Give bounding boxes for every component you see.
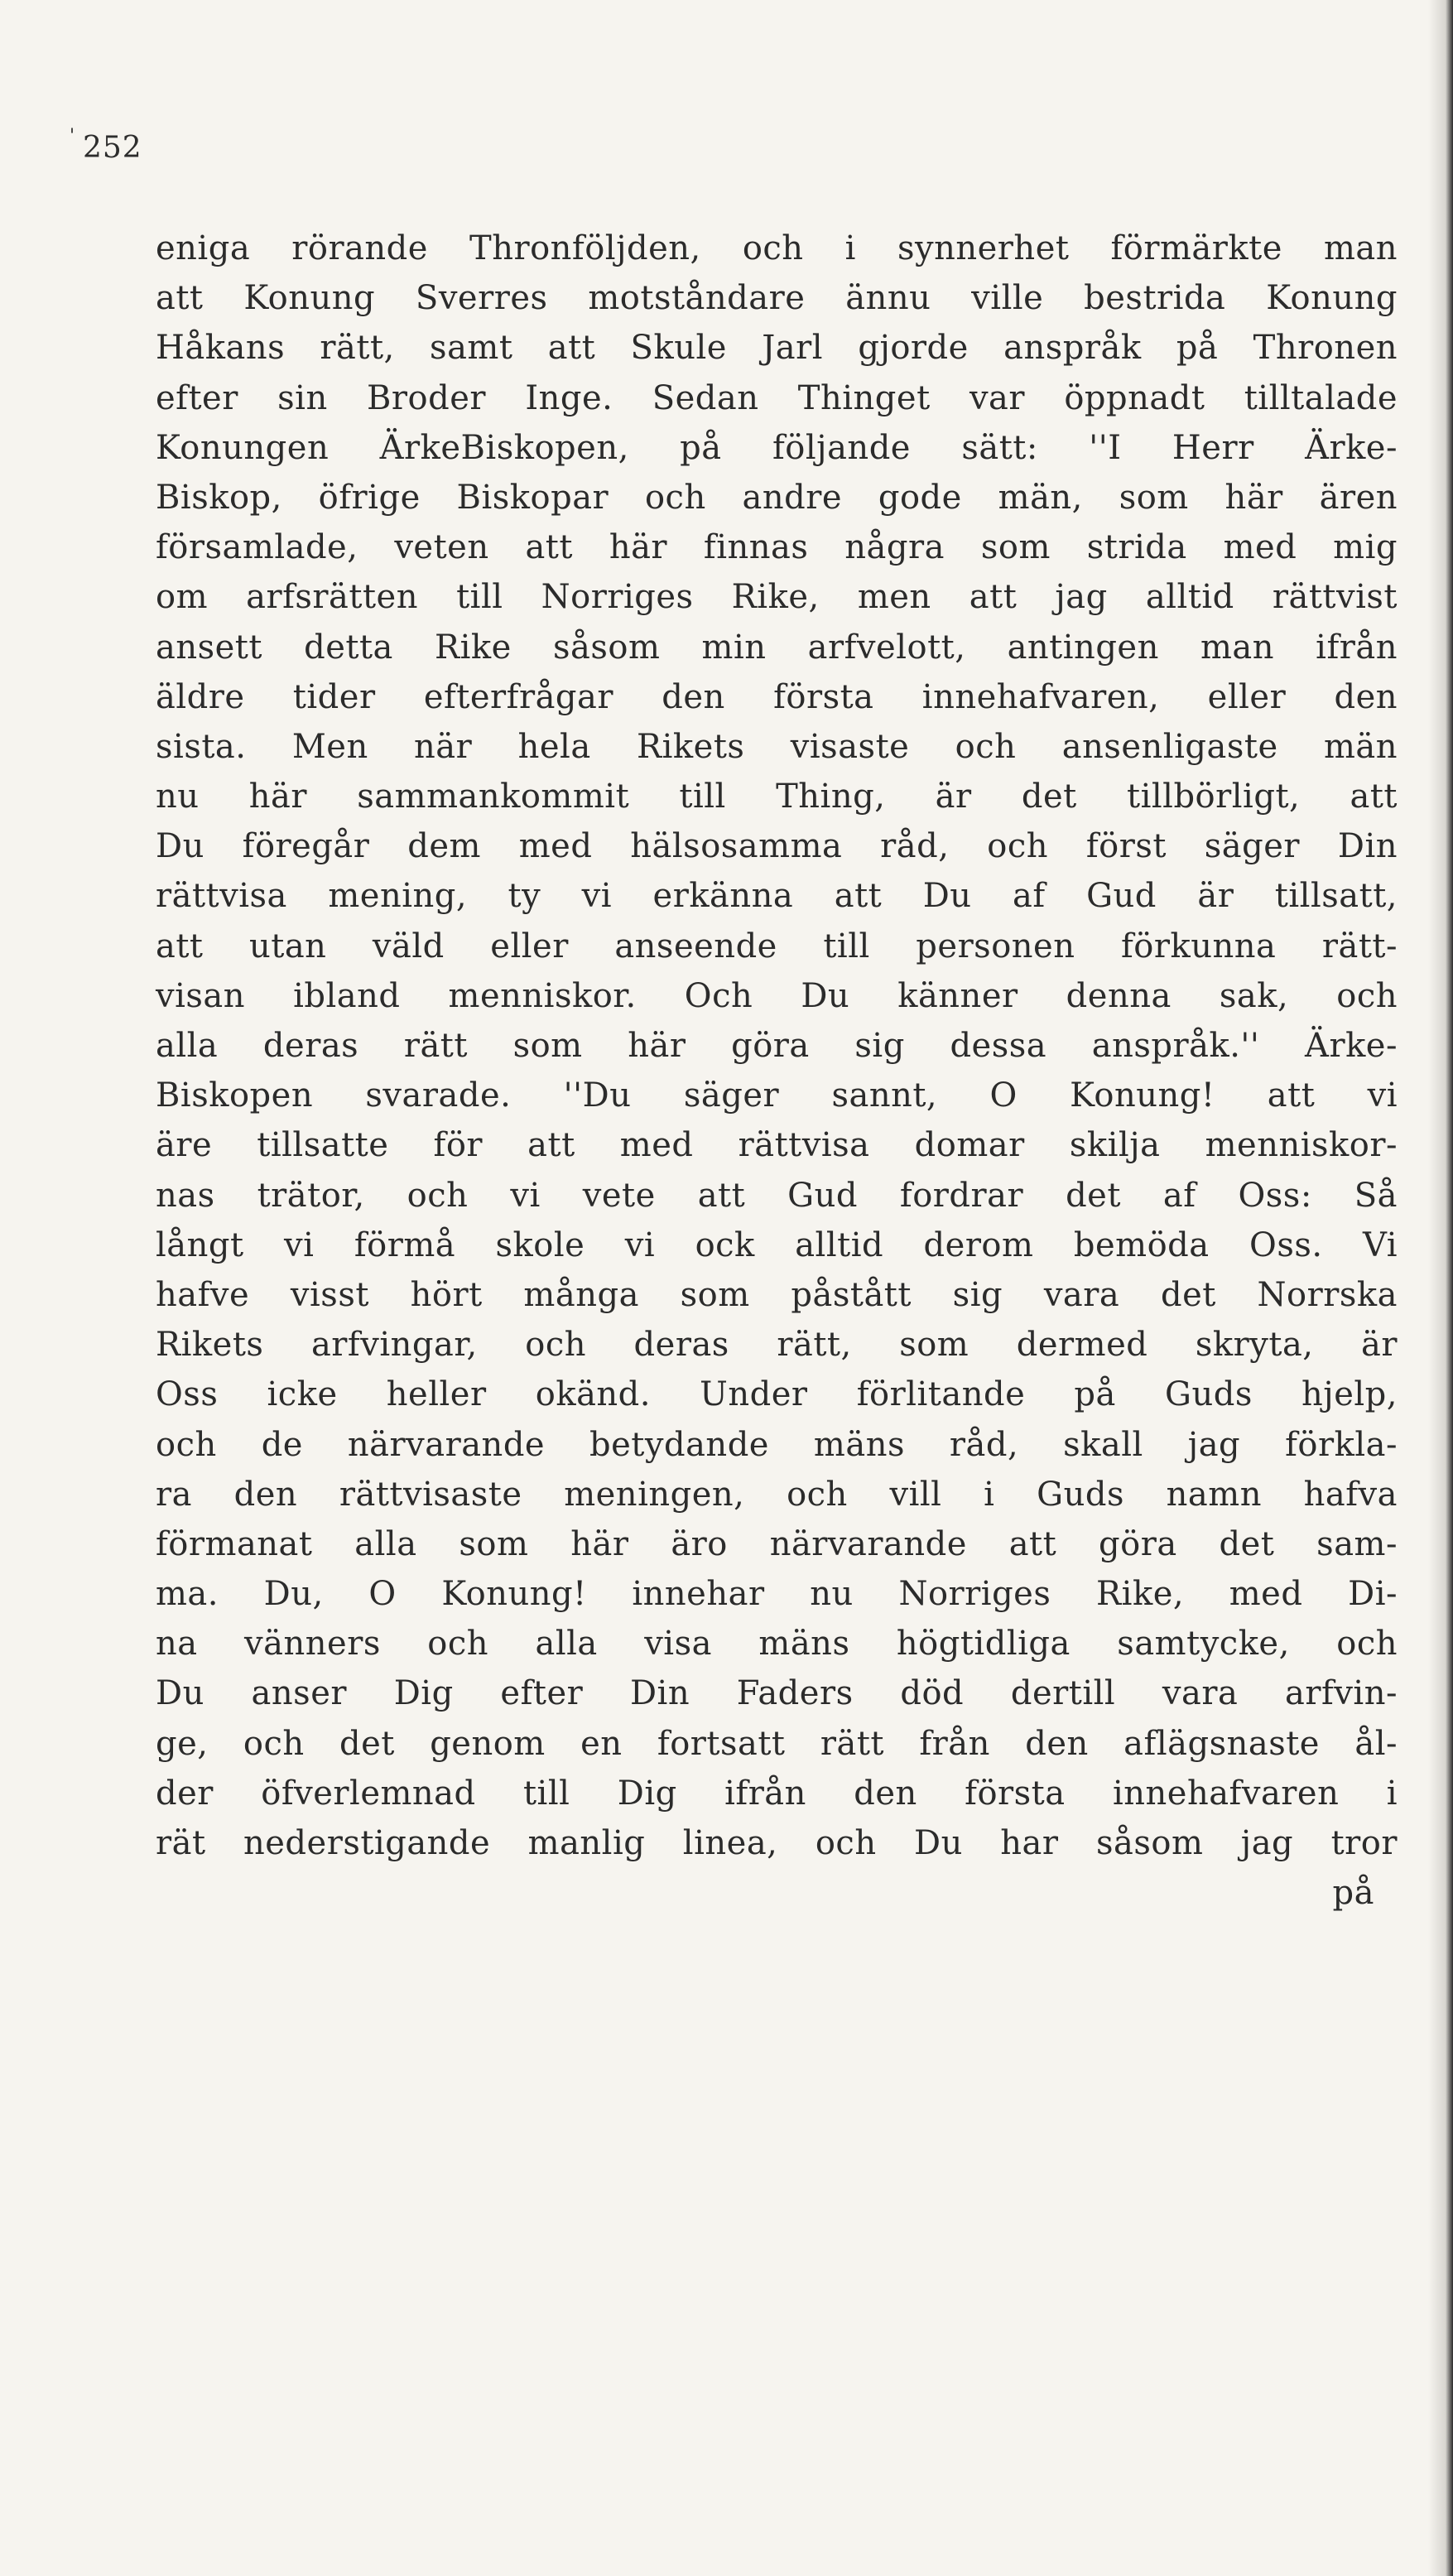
page-number-text: 252	[83, 131, 142, 165]
page-edge-shadow	[1428, 0, 1453, 2576]
text-line: Oss icke heller okänd. Under förlitande på Guds hjelp,	[156, 1375, 1398, 1414]
text-line: att Konung Sverres motståndare ännu ville bestrida Konung	[156, 279, 1398, 318]
text-line: hafve visst hört många som påstått sig vara det Norrska	[156, 1275, 1398, 1314]
text-line: om arfsrätten till Norriges Rike, men att jag alltid rättvist	[156, 578, 1398, 617]
text-line: äre tillsatte för att med rättvisa domar skilja menniskor-	[156, 1126, 1398, 1165]
catchword: på	[1332, 1874, 1374, 1913]
text-line: ansett detta Rike såsom min arfvelott, antingen man ifrån	[156, 628, 1398, 667]
text-line: alla deras rätt som här göra sig dessa anspråk.'' Ärke-	[156, 1027, 1398, 1065]
text-line: sista. Men när hela Rikets visaste och ansenligaste män	[156, 727, 1398, 766]
body-text	[156, 224, 1398, 1918]
text-line: att utan väld eller anseende till personen förkunna rätt-	[156, 927, 1398, 965]
text-line: nu här sammankommit till Thing, är det tillbörligt, att	[156, 778, 1398, 816]
text-line: rättvisa mening, ty vi erkänna att Du af Gud är tillsatt,	[156, 877, 1398, 916]
text-line: förmanat alla som här äro närvarande att göra det sam-	[156, 1524, 1398, 1563]
page-number-mark: '	[70, 126, 76, 147]
text-line: na vänners och alla visa mäns högtidliga samtycke, och	[156, 1625, 1398, 1664]
text-line: Biskop, öfrige Biskopar och andre gode män, som här ären	[156, 478, 1398, 517]
text-line: rät nederstigande manlig linea, och Du har såsom jag tror	[156, 1824, 1398, 1862]
text-line: ma. Du, O Konung! innehar nu Norriges Rike, med Di-	[156, 1575, 1398, 1614]
text-line: äldre tider efterfrågar den första innehafvaren, eller den	[156, 677, 1398, 716]
text-line: Du anser Dig efter Din Faders död dertill vara arfvin-	[156, 1674, 1398, 1713]
text-line: långt vi förmå skole vi ock alltid derom bemöda Oss. Vi	[156, 1225, 1398, 1264]
text-line: visan ibland menniskor. Och Du känner denna sak, och	[156, 976, 1398, 1015]
text-line: efter sin Broder Inge. Sedan Thinget var öppnadt tilltalade	[156, 378, 1398, 417]
page-number	[70, 126, 142, 165]
text-line: församlade, veten att här finnas några som strida med mig	[156, 528, 1398, 567]
text-line: Du föregår dem med hälsosamma råd, och först säger Din	[156, 827, 1398, 866]
text-line: der öfverlemnad till Dig ifrån den första innehafvaren i	[156, 1774, 1398, 1813]
text-line: Biskopen svarade. ''Du säger sannt, O Konung! att vi	[156, 1076, 1398, 1115]
text-line: eniga rörande Thronföljden, och i synnerhet förmärkte man	[156, 229, 1398, 267]
text-line: ge, och det genom en fortsatt rätt från den aflägsnaste ål-	[156, 1724, 1398, 1763]
text-line: Håkans rätt, samt att Skule Jarl gjorde anspråk på Thronen	[156, 329, 1398, 368]
text-line: Konungen ÄrkeBiskopen, på följande sätt: ''I Herr Ärke-	[156, 428, 1398, 467]
text-line: nas trätor, och vi vete att Gud fordrar det af Oss: Så	[156, 1176, 1398, 1215]
text-line: ra den rättvisaste meningen, och vill i Guds namn hafva	[156, 1475, 1398, 1514]
text-line: Rikets arfvingar, och deras rätt, som dermed skryta, är	[156, 1326, 1398, 1365]
text-line: och de närvarande betydande mäns råd, skall jag förkla-	[156, 1425, 1398, 1464]
